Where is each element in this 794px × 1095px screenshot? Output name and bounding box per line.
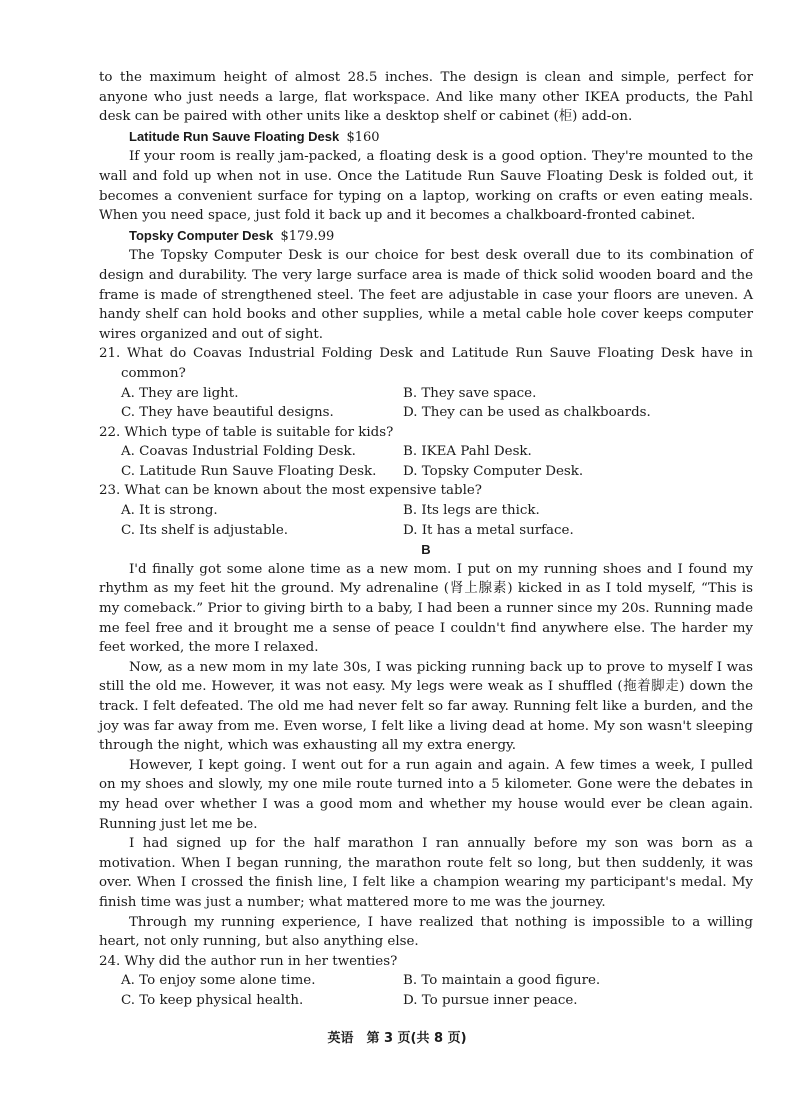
- product-price: $160: [346, 129, 380, 145]
- product-title: [99, 127, 753, 148]
- product-price: $179.99: [280, 228, 335, 244]
- exam-page: [99, 68, 753, 1011]
- section-b-heading: B: [421, 542, 431, 558]
- question-24: [99, 952, 753, 1011]
- product-description: The Topsky Computer Desk is our choice for best desk overall due to its combination of design and durability. The very large surface area is made of thick solid wooden board and the frame is made of strengthened steel. The feet are adjustable in case your floors are uneven. A handy shelf can hold books and other supplies, while a metal cable hole cover keeps computer wires organized and out of sight.: [99, 248, 753, 342]
- option-d: D. To pursue inner peace.: [403, 992, 578, 1008]
- question-stem: 24. Why did the author run in her twenties?: [99, 953, 398, 969]
- product-topsky: [99, 226, 753, 345]
- passage-paragraph: Now, as a new mom in my late 30s, I was picking running back up to prove to myself I was still the old me. However, it was not easy. My legs were weak as I shuffled (拖着脚走) down the track. I felt defeated. The old me had never felt so far away. Running felt like a burden, and the joy was far away from me. Even worse, I felt like a living dead at home. My son wasn't sleeping through the night, which was exhausting all my extra energy.: [99, 659, 753, 754]
- passage-paragraph: I'd finally got some alone time as a new mom. I put on my running shoes and I found my rhythm as my feet hit the ground. My adrenaline (肾上腺素) kicked in as I told myself, “This is my comeback.” Prior to giving birth to a baby, I had been a runner since my 20s. Running made me feel free and it brought me a sense of peace I couldn't find anywhere else. The harder my feet worked, the more I relaxed.: [99, 561, 753, 656]
- option-b: B. They save space.: [403, 385, 537, 401]
- question-stem: 22. Which type of table is suitable for kids?: [99, 424, 394, 440]
- page-footer: 英语 第 3 页(共 8 页): [327, 1031, 467, 1046]
- option-c: C. Latitude Run Sauve Floating Desk.: [121, 463, 377, 479]
- question-options: [99, 971, 753, 1010]
- product-title: [99, 226, 753, 247]
- passage-paragraph: I had signed up for the half marathon I ran annually before my son was born as a motivation. When I began running, the marathon route felt so long, but then suddenly, it was over. When I crossed the finish line, I felt like a champion wearing my participant's medal. My finish time was just a number; what mattered more to me was the journey.: [99, 836, 753, 910]
- option-c: C. They have beautiful designs.: [121, 405, 334, 421]
- product-name: Topsky Computer Desk: [129, 227, 274, 243]
- question-options: [99, 442, 753, 481]
- question-22: [99, 423, 753, 482]
- question-options: [99, 384, 753, 423]
- option-c: C. Its shelf is adjustable.: [121, 522, 289, 538]
- option-c: C. To keep physical health.: [121, 992, 304, 1008]
- option-b: B. Its legs are thick.: [403, 503, 540, 519]
- product-name: Latitude Run Sauve Floating Desk: [129, 128, 340, 144]
- question-stem: 23. What can be known about the most expensive table?: [99, 483, 482, 499]
- question-stem: 21. What do Coavas Industrial Folding Desk and Latitude Run Sauve Floating Desk have in common?: [99, 346, 753, 381]
- question-21: [99, 344, 753, 422]
- option-b: B. To maintain a good figure.: [403, 973, 601, 989]
- option-a: A. To enjoy some alone time.: [121, 973, 316, 989]
- product-latitude: [99, 127, 753, 226]
- option-d: D. They can be used as chalkboards.: [403, 405, 651, 421]
- passage-paragraph: However, I kept going. I went out for a run again and again. A few times a week, I pulled on my shoes and slowly, my one mile route turned into a 5 kilometer. Gone were the debates in my head over whether I was a good mom and whether my house would ever be clean again. Running just let me be.: [99, 757, 753, 832]
- intro-paragraph: to the maximum height of almost 28.5 inches. The design is clean and simple, perfect for anyone who just needs a large, flat workspace. And like many other IKEA products, the Pahl desk can be paired with other units like a desktop shelf or cabinet (柜) add-on.: [99, 70, 753, 125]
- option-a: A. They are light.: [121, 385, 239, 401]
- passage-paragraph: Through my running experience, I have realized that nothing is impossible to a willing heart, not only running, but also anything else.: [99, 914, 753, 950]
- option-a: A. It is strong.: [121, 503, 218, 519]
- option-d: D. It has a metal surface.: [403, 522, 574, 538]
- question-options: [99, 501, 753, 540]
- option-b: B. IKEA Pahl Desk.: [403, 444, 532, 460]
- product-description: If your room is really jam-packed, a floating desk is a good option. They're mounted to the wall and fold up when not in use. Once the Latitude Run Sauve Floating Desk is folded out, it becomes a convenient surface for typing on a laptop, working on crafts or even eating meals. When you need space, just fold it back up and it becomes a chalkboard-fronted cabinet.: [99, 149, 753, 224]
- question-23: [99, 481, 753, 540]
- option-a: A. Coavas Industrial Folding Desk.: [121, 444, 356, 460]
- option-d: D. Topsky Computer Desk.: [403, 463, 584, 479]
